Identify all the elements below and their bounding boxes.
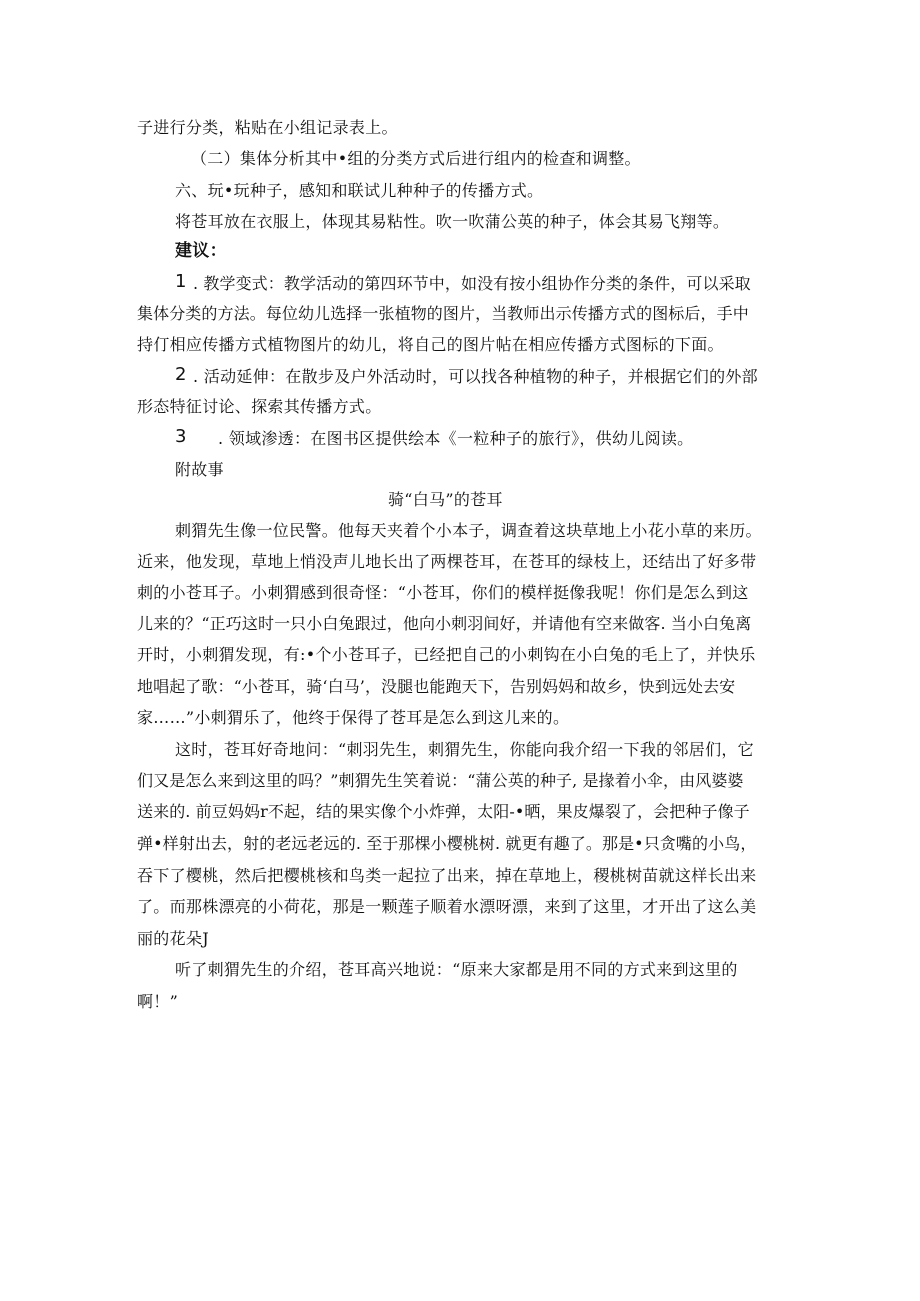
- text-line: 吞下了樱桃，然后把樱桃核和鸟类一起拉了出来，掉在草地上，稷桃树苗就这样长出来: [137, 866, 757, 885]
- text-line: 了。而那株漂亮的小荷花，那是一颗莲子顺着水漂呀漂，来到了这里，才开出了这么美: [137, 897, 757, 916]
- list-number: 2: [175, 364, 187, 385]
- text-line: 子进行分类，粘贴在小组记录表上。: [137, 118, 398, 137]
- suggestion-heading: 建议：: [175, 241, 227, 261]
- text-line: . 活动延伸：在散步及户外活动时，可以找各种植物的种子，并根据它们的外部: [193, 367, 758, 386]
- list-number: 1: [175, 271, 187, 292]
- text-line: 集体分类的方法。每位幼儿选择一张植物的图片，当教师出示传播方式的图标后，手中: [137, 304, 749, 323]
- text-line: . 领域渗透：在图书区提供绘本《一粒种子的旅行》，供幼儿阅读。: [218, 429, 694, 448]
- text-line: 刺猬先生像一位民警。他每天夹着个小本子，调查着这块草地上小花小草的来历。: [175, 521, 762, 540]
- section-heading: 六、玩•玩种子，感知和联试儿种种子的传播方式。: [175, 181, 544, 200]
- text-line: 这时，苍耳好奇地问：“刺羽先生，刺猬先生，你能向我介绍一下我的邻居们，它: [175, 740, 754, 759]
- text-line: 送来的. 前豆妈妈r不起，结的果实像个小炸弹，太阳-•晒，果皮爆裂了，会把种子像子: [137, 802, 750, 821]
- appendix-label: 附故事: [175, 460, 224, 479]
- story-title: 骑“白马”的苍耳: [388, 490, 503, 509]
- text-line: 弹•样射出去，射的老远老远的. 至于那棵小樱桃树. 就更有趣了。那是•只贪嘴的小鸟，: [137, 834, 757, 853]
- list-number: 3: [175, 426, 187, 447]
- text-line: 形态特征讨论、探索其传播方式。: [137, 397, 382, 416]
- text-line: 地唱起了歌：“小苍耳，骑‘白马’，没腿也能跑天下，告别妈妈和故乡，快到远处去安: [137, 677, 736, 696]
- text-line: 家……”小刺猬乐了，他终于保得了苍耳是怎么到这儿来的。: [137, 708, 570, 727]
- text-line: 开时，小刺猬发现，有:•个小苍耳子，已经把自己的小刺钩在小白兔的毛上了，并快乐: [137, 645, 756, 664]
- text-line: 将苍耳放在衣服上，体现其易粘性。吹一吹蒲公英的种子，体会其易飞翔等。: [175, 212, 730, 231]
- text-line: 刺的小苍耳子。小刺猬感到很奇怪：“小苍耳，你们的模样挺像我呢！你们是怎么到这: [137, 583, 749, 602]
- text-line: 持仃相应传播方式植物图片的幼儿，将自己的图片帖在相应传播方式图标的下面。: [137, 335, 724, 354]
- text-line: （二）集体分析其中•组的分类方式后进行组内的检查和调整。: [191, 149, 641, 168]
- text-line: 啊！”: [137, 992, 179, 1011]
- text-line: 听了刺猬先生的介绍，苍耳高兴地说：“原来大家都是用不同的方式来到这里的: [175, 960, 738, 979]
- text-line: 们又是怎么来到这里的吗？”刺猬先生笑着说：“蒲公英的种子, 是掾着小伞，由风婆婆: [137, 771, 744, 790]
- text-line: 丽的花朵J: [137, 929, 209, 948]
- text-line: 儿来的？“正巧这时一只小白兔跟过，他向小刺羽间好，并请他有空来做客. 当小白兔离: [137, 614, 752, 633]
- text-line: . 教学变式：教学活动的第四环节中，如没有按小组协作分类的条件，可以采取: [193, 274, 751, 293]
- text-line: 近来，他发现，草地上悄没声儿地长出了两棵苍耳，在苍耳的绿枝上，还结出了好多带: [137, 552, 757, 571]
